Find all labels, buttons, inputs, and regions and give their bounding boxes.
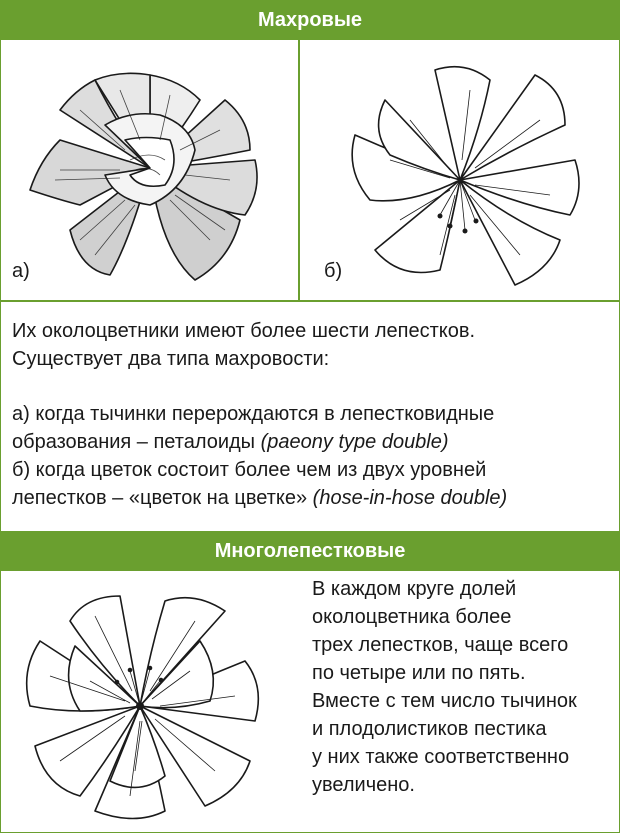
item-a-line-1: а) когда тычинки перерождаются в лепестковидные bbox=[12, 403, 495, 425]
item-b-term: (hose-in-hose double) bbox=[312, 487, 508, 509]
item-b-line-2 bbox=[12, 484, 612, 512]
multi-line-5: Вместе с тем число тычинок bbox=[312, 690, 577, 712]
multi-line-3: трех лепестков, чаще всего bbox=[312, 634, 569, 656]
multi-line-8: увеличено. bbox=[312, 774, 415, 796]
multi-line-6: и плодолистиков пестика bbox=[312, 718, 547, 740]
illustration-cell-a bbox=[0, 40, 298, 300]
multi-line-4: по четыре или по пять. bbox=[312, 662, 526, 684]
item-b-line-1: б) когда цветок состоит более чем из двух уровней bbox=[12, 459, 487, 481]
multipetal-description bbox=[312, 575, 612, 799]
item-b-text: лепестков – «цветок на цветке» bbox=[12, 487, 308, 509]
intro-line-1: Их околоцветники имеют более шести лепестков. bbox=[12, 320, 476, 342]
figure-label-b: б) bbox=[324, 260, 343, 282]
intro-line-2: Существует два типа махровости: bbox=[12, 348, 330, 370]
multi-line-1: В каждом круге долей bbox=[312, 578, 517, 600]
section-header-double: Махровые bbox=[0, 0, 620, 40]
item-a-term: (paeony type double) bbox=[260, 431, 449, 453]
horizontal-divider bbox=[0, 300, 620, 302]
multipetal-flower-illustration bbox=[0, 571, 300, 833]
multi-line-2: околоцветника более bbox=[312, 606, 512, 628]
illustration-cell-b bbox=[300, 40, 620, 300]
item-a-text: образования – петалоиды bbox=[12, 431, 256, 453]
multi-line-7: у них также соответственно bbox=[312, 746, 570, 768]
hose-in-hose-flower-illustration bbox=[300, 40, 620, 300]
double-description bbox=[12, 317, 612, 512]
section-header-multipetal: Многолепестковые bbox=[0, 531, 620, 571]
item-a-line-2 bbox=[12, 428, 612, 456]
double-flower-paeony-illustration bbox=[0, 40, 298, 300]
figure-label-a: а) bbox=[12, 260, 30, 282]
